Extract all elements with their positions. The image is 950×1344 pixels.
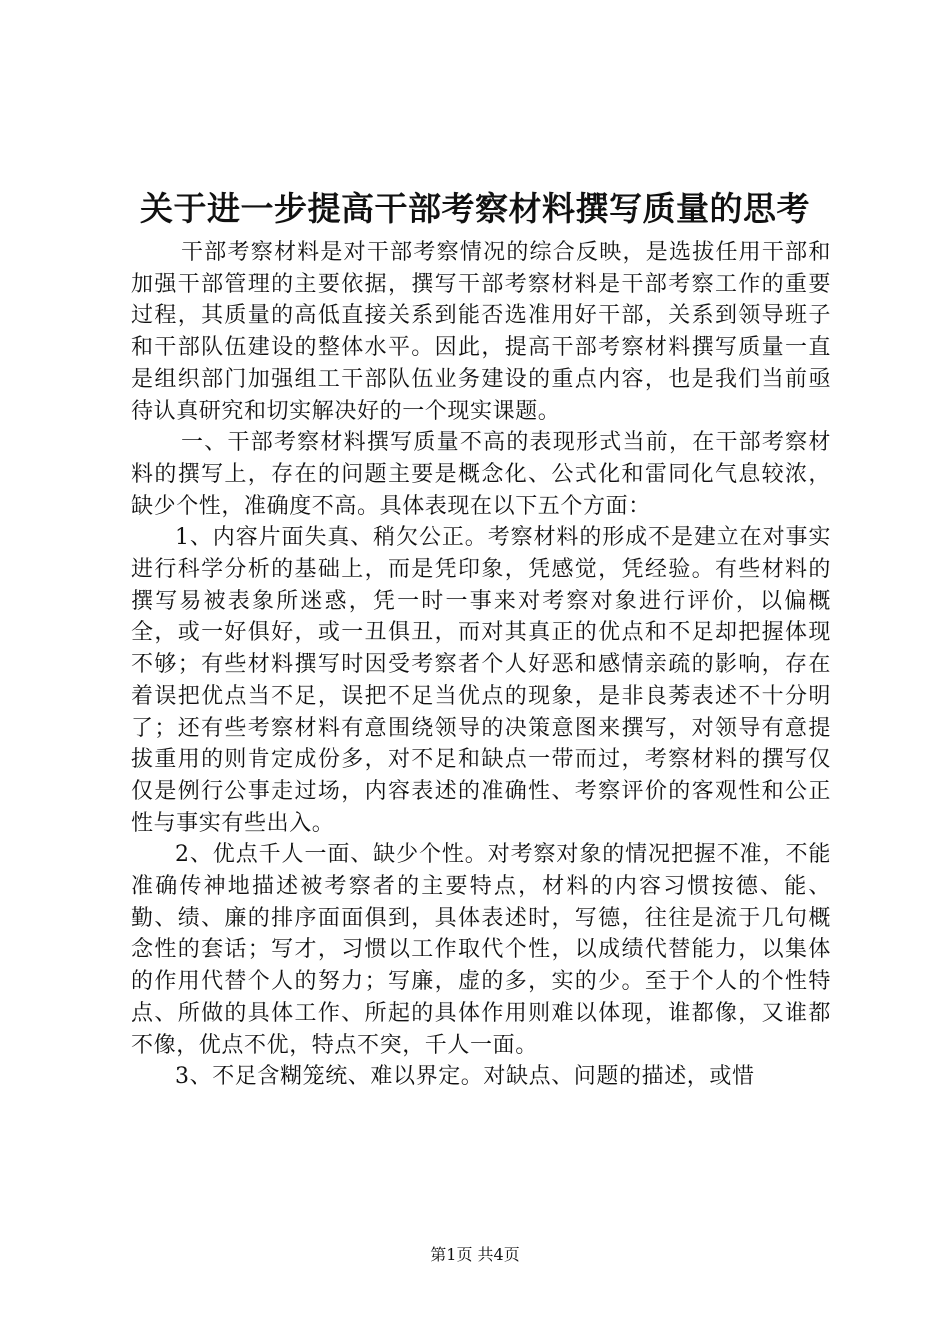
document-title: 关于进一步提高干部考察材料撰写质量的思考: [140, 189, 810, 228]
paragraph-section-one: 一、干部考察材料撰写质量不高的表现形式当前，在干部考察材料的撰写上，存在的问题主要是概念化、公式化和雷同化气息较浓，缺少个性，准确度不高。具体表现在以下五个方面：: [131, 430, 831, 519]
paragraph-point-one: 1、内容片面失真、稍欠公正。考察材料的形成不是建立在对事实进行科学分析的基础上，而是凭印象，凭感觉，凭经验。有些材料的撰写易被表象所迷惑，凭一时一事来对考察对象进行评价，以偏概全，或一好俱好，或一丑俱丑，而对其真正的优点和不足却把握体现不够；有些材料撰写时因受考察者个人好恶和感情亲疏的影响，存在着误把优点当不足，误把不足当优点的现象，是非良莠表述不十分明了；还有些考察材料有意围绕领导的决策意图来撰写，对领导有意提拔重用的则肯定成份多，对不足和缺点一带而过，考察材料的撰写仅仅是例行公事走过场，内容表述的准确性、考察评价的客观性和公正性与事实有些出入。: [131, 525, 831, 836]
paragraph-point-two: 2、优点千人一面、缺少个性。对考察对象的情况把握不准，不能准确传神地描述被考察者的主要特点，材料的内容习惯按德、能、勤、绩、廉的排序面面俱到，具体表述时，写德，往往是流于几句概念性的套话；写才，习惯以工作取代个性，以成绩代替能力，以集体的作用代替个人的努力；写廉，虚的多，实的少。至于个人的个性特点、所做的具体工作、所起的具体作用则难以体现，谁都像，又谁都不像，优点不优，特点不突，千人一面。: [131, 842, 831, 1058]
paragraph-point-three: 3、不足含糊笼统、难以界定。对缺点、问题的描述，或惜: [175, 1064, 755, 1090]
document-body: [131, 237, 831, 1093]
paragraph-intro: 干部考察材料是对干部考察情况的综合反映，是选拔任用干部和加强干部管理的主要依据，撰写干部考察材料是干部考察工作的重要过程，其质量的高低直接关系到能否选准用好干部，关系到领导班子和干部队伍建设的整体水平。因此，提高干部考察材料撰写质量一直是组织部门加强组工干部队伍业务建设的重点内容，也是我们当前亟待认真研究和切实解决好的一个现实课题。: [131, 240, 831, 424]
page-number-footer: 第1页 共4页: [430, 1245, 520, 1264]
